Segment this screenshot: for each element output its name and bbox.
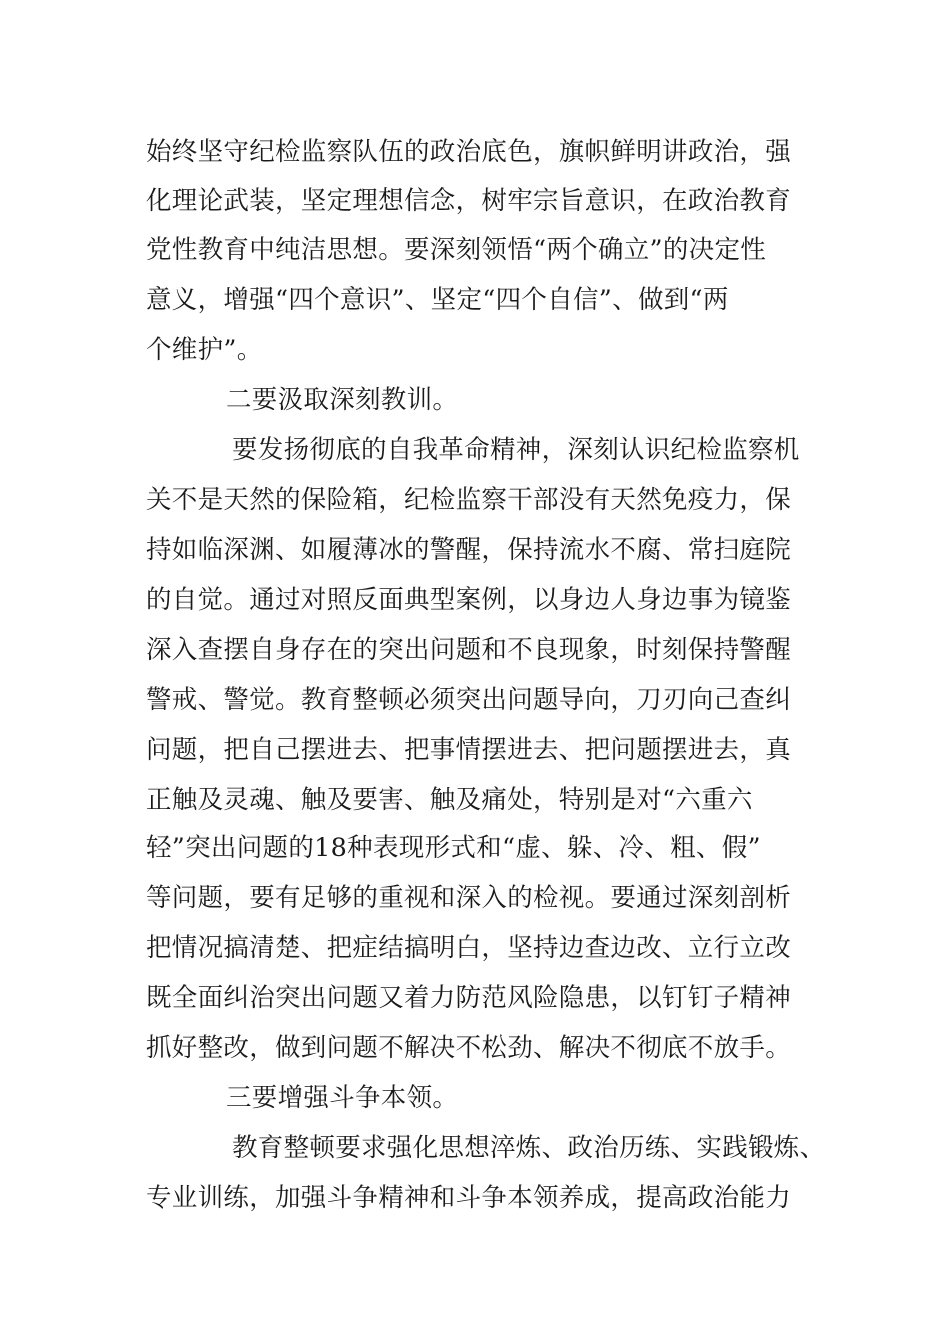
text-line-9: 持如临深渊、如履薄冰的警醒，保持流水不腐、常扫庭院 <box>146 535 792 565</box>
text-line-19: 抓好整改，做到问题不解决不松劲、解决不彻底不放手。 <box>146 1033 792 1063</box>
text-line-14: 正触及灵魂、触及要害、触及痛处，特别是对“六重六 <box>146 785 753 815</box>
text-line-15: 轻”突出问题的18种表现形式和“虚、躲、冷、粗、假” <box>146 833 761 863</box>
text-line-8: 关不是天然的保险箱，纪检监察干部没有天然免疫力，保 <box>146 485 792 515</box>
text-line-5: 个维护”。 <box>146 335 263 365</box>
text-line-17: 把情况搞清楚、把症结搞明白，坚持边查边改、立行立改 <box>146 933 792 963</box>
text-line-22: 专业训练，加强斗争精神和斗争本领养成，提高政治能力 <box>146 1183 792 1213</box>
text-line-21: 教育整顿要求强化思想淬炼、政治历练、实践锻炼、 <box>232 1133 826 1163</box>
text-line-2: 化理论武装，坚定理想信念，树牢宗旨意识，在政治教育 <box>146 186 792 216</box>
text-line-18: 既全面纠治突出问题又着力防范风险隐患，以钉钉子精神 <box>146 983 792 1013</box>
text-line-13: 问题，把自己摆进去、把事情摆进去、把问题摆进去，真 <box>146 735 792 765</box>
text-line-1: 始终坚守纪检监察队伍的政治底色，旗帜鲜明讲政治，强 <box>146 137 792 167</box>
text-line-7: 要发扬彻底的自我革命精神，深刻认识纪检监察机 <box>232 435 800 465</box>
section-heading-2: 二要汲取深刻教训。 <box>226 385 459 415</box>
text-line-12: 警戒、警觉。教育整顿必须突出问题导向，刀刃向己查纠 <box>146 685 792 715</box>
text-line-3: 党性教育中纯洁思想。要深刻领悟“两个确立”的决定性 <box>146 235 767 265</box>
section-heading-3: 三要增强斗争本领。 <box>226 1083 459 1113</box>
text-line-10: 的自觉。通过对照反面典型案例，以身边人身边事为镜鉴 <box>146 585 792 615</box>
text-line-16: 等问题，要有足够的重视和深入的检视。要通过深刻剖析 <box>146 883 792 913</box>
text-line-11: 深入查摆自身存在的突出问题和不良现象，时刻保持警醒 <box>146 635 792 665</box>
text-line-4: 意义，增强“四个意识”、坚定“四个自信”、做到“两 <box>146 285 729 315</box>
